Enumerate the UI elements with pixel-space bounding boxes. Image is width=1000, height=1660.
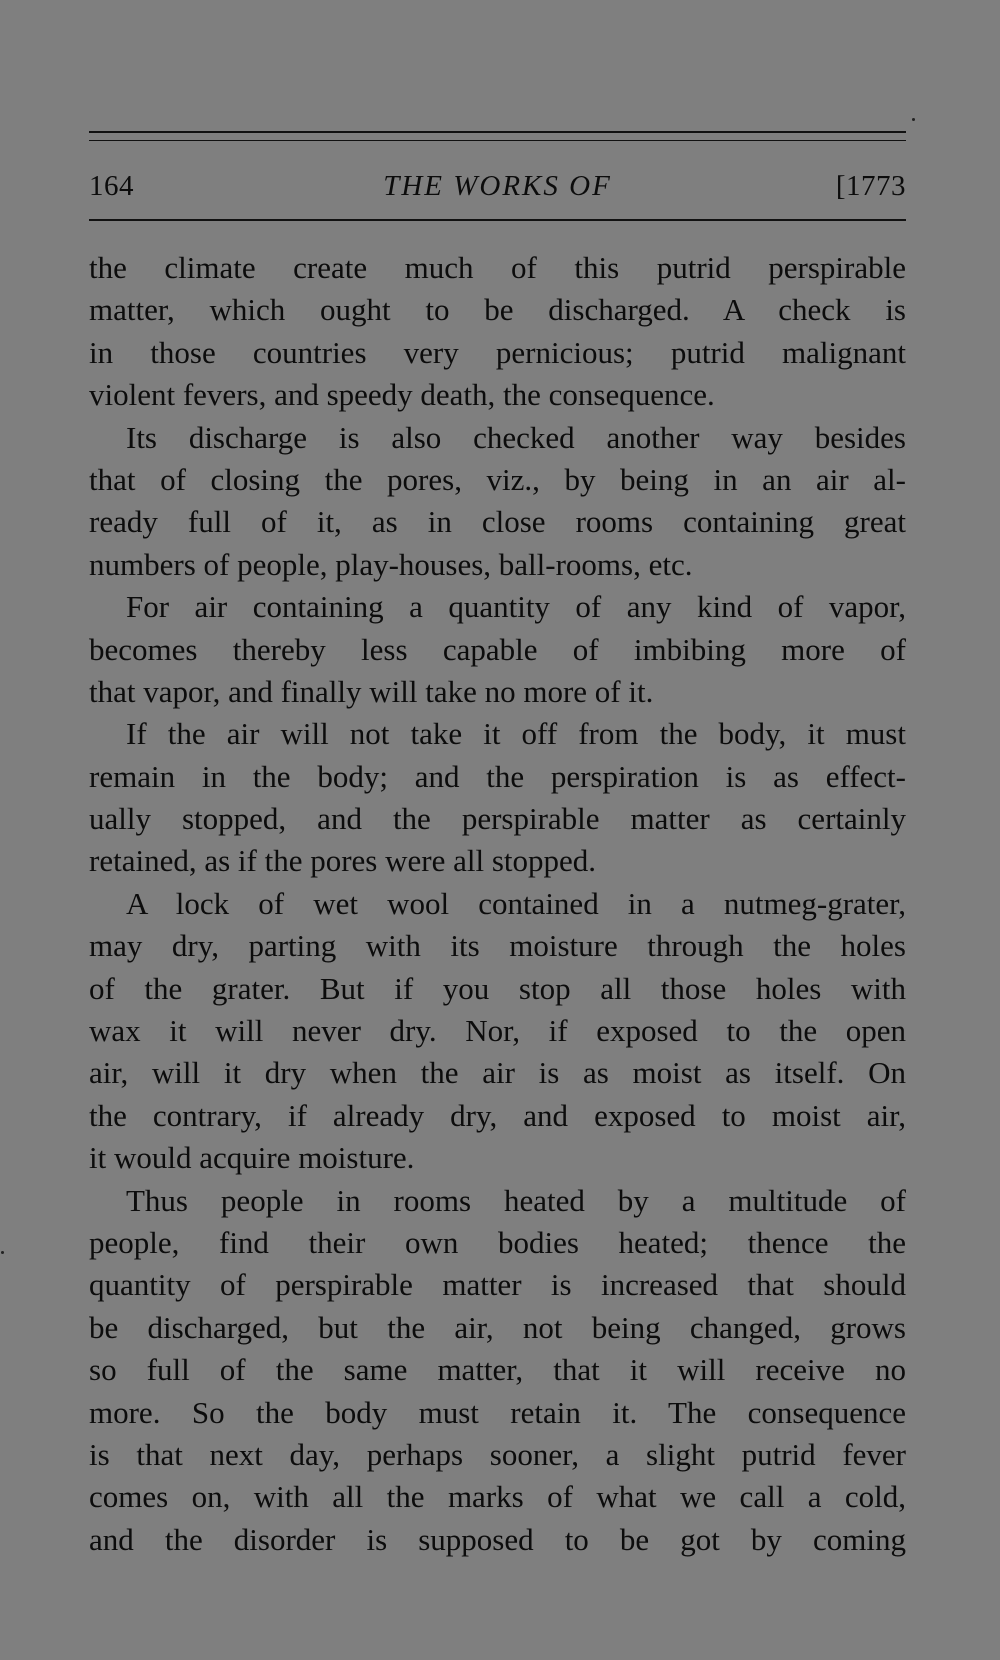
text-line: and the disorder is supposed to be got by coming (89, 1521, 906, 1557)
scan-speck (912, 118, 915, 121)
body-text (89, 247, 906, 1561)
text-line: in those countries very pernicious; putrid malignant (89, 334, 906, 370)
top-rule (89, 131, 906, 133)
text-line: wax it will never dry. Nor, if exposed to the open (89, 1013, 906, 1049)
text-line: Thus people in rooms heated by a multitude of (126, 1182, 906, 1218)
scan-speck (1, 1251, 4, 1254)
text-line: numbers of people, play-houses, ball-rooms, etc. (89, 546, 693, 582)
page-number: 164 (89, 170, 134, 202)
running-head (89, 166, 906, 206)
text-line: air, will it dry when the air is as moist as itself. On (89, 1055, 906, 1091)
text-line: For air containing a quantity of any kind of vapor, (126, 589, 906, 625)
text-line: remain in the body; and the perspiration is as effect- (89, 758, 906, 794)
text-line: the climate create much of this putrid perspirable (89, 250, 906, 285)
header-rule (89, 219, 906, 221)
top-rule-thin (89, 140, 906, 141)
text-line: the contrary, if already dry, and exposed to moist air, (89, 1097, 906, 1133)
text-line: is that next day, perhaps sooner, a slight putrid fever (89, 1436, 906, 1472)
text-line: more. So the body must retain it. The consequence (89, 1394, 906, 1430)
text-line: it would acquire moisture. (89, 1140, 415, 1176)
text-line: If the air will not take it off from the body, it must (126, 716, 906, 752)
text-line: quantity of perspirable matter is increased that should (89, 1267, 906, 1303)
running-title: THE WORKS OF (383, 170, 612, 202)
text-line: be discharged, but the air, not being changed, grows (89, 1309, 906, 1345)
text-line: ready full of it, as in close rooms containing great (89, 504, 906, 540)
text-line: may dry, parting with its moisture through the holes (89, 928, 906, 964)
text-line: that of closing the pores, viz., by being in an air al- (89, 461, 906, 497)
text-line: comes on, with all the marks of what we call a cold, (89, 1479, 906, 1515)
text-line: so full of the same matter, that it will receive no (89, 1352, 906, 1388)
text-line: that vapor, and finally will take no more of it. (89, 673, 654, 709)
year-marker: [1773 (835, 170, 906, 202)
text-line: ually stopped, and the perspirable matter as certainly (89, 801, 906, 837)
text-line: matter, which ought to be discharged. A check is (89, 292, 906, 328)
text-line: of the grater. But if you stop all those holes with (89, 970, 906, 1006)
text-line: people, find their own bodies heated; thence the (89, 1224, 906, 1260)
text-line: Its discharge is also checked another way besides (126, 419, 906, 455)
text-line: A lock of wet wool contained in a nutmeg-grater, (126, 885, 906, 921)
text-line: retained, as if the pores were all stopped. (89, 843, 597, 879)
text-line: becomes thereby less capable of imbibing more of (89, 631, 906, 667)
text-line: violent fevers, and speedy death, the consequence. (89, 377, 715, 413)
